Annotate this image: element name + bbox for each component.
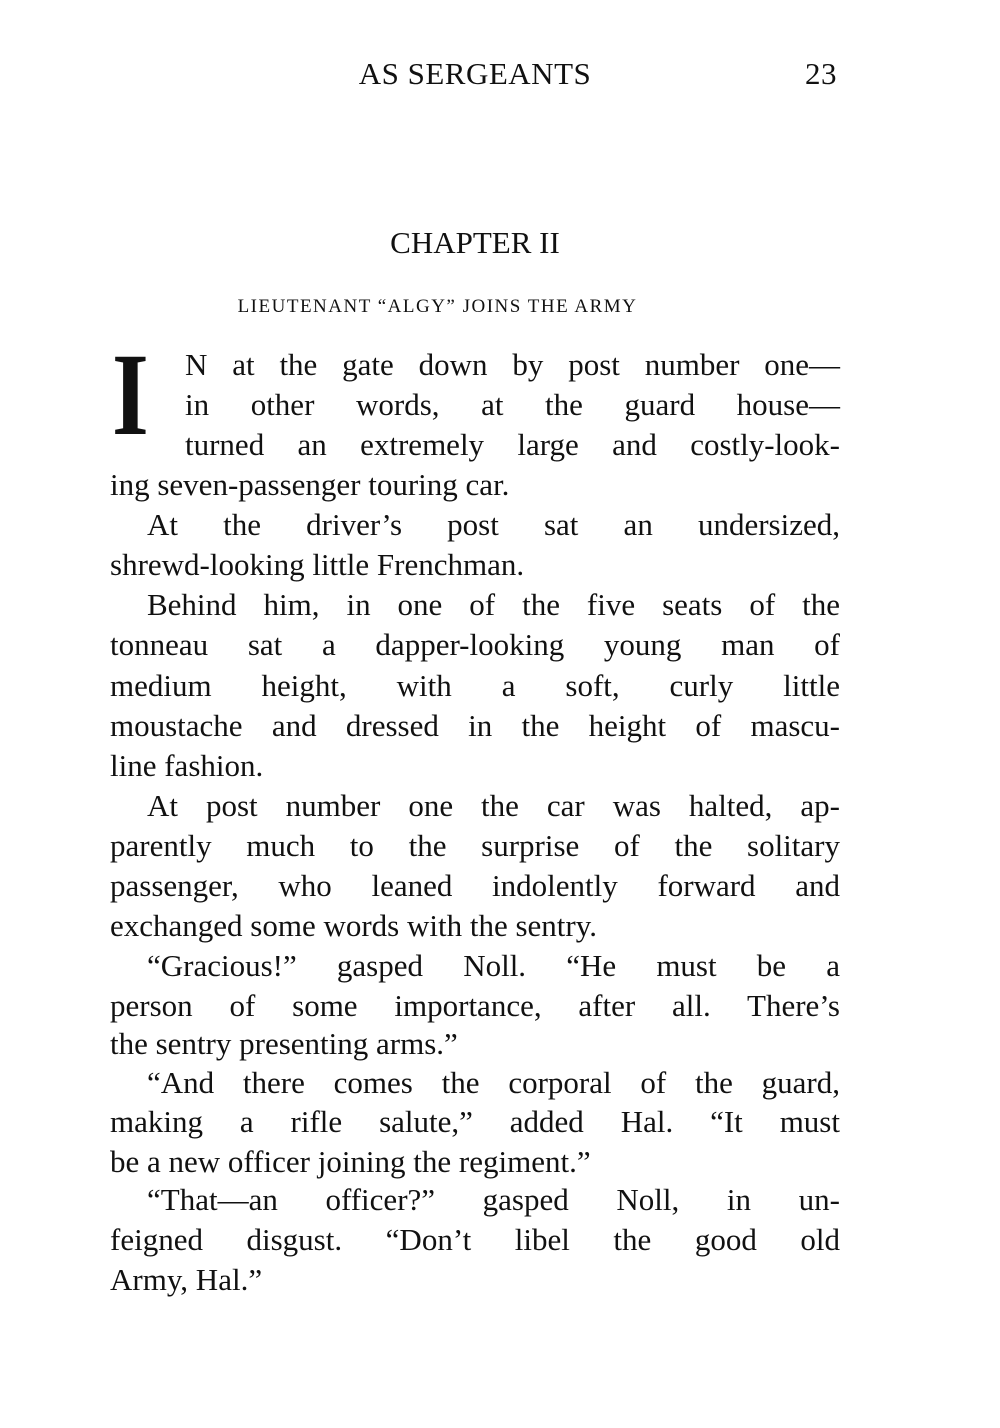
- text-line: making a rifle salute,” added Hal. “It must: [110, 1104, 840, 1139]
- text-line: parently much to the surprise of the solitary: [110, 828, 840, 863]
- text-line: shrewd-looking little Frenchman.: [110, 547, 525, 582]
- text-line: At post number one the car was halted, ap-: [147, 788, 840, 823]
- text-line: “That—an officer?” gasped Noll, in un-: [147, 1182, 840, 1217]
- text-line: person of some importance, after all. There’s: [110, 988, 840, 1023]
- text-line: line fashion.: [110, 748, 264, 783]
- text-line: tonneau sat a dapper-looking young man of: [110, 627, 840, 662]
- text-line: ing seven-passenger touring car.: [110, 467, 510, 502]
- chapter-title: CHAPTER II: [390, 225, 560, 260]
- page-number: 23: [805, 56, 837, 91]
- text-line: be a new officer joining the regiment.”: [110, 1144, 591, 1179]
- drop-cap: I: [112, 329, 149, 460]
- text-line: passenger, who leaned indolently forward and: [110, 868, 840, 903]
- text-line: exchanged some words with the sentry.: [110, 908, 597, 943]
- text-line: “Gracious!” gasped Noll. “He must be a: [147, 948, 840, 983]
- text-line: N at the gate down by post number one—: [185, 347, 840, 382]
- text-line: medium height, with a soft, curly little: [110, 668, 840, 703]
- chapter-subtitle: LIEUTENANT “ALGY” JOINS THE ARMY: [237, 296, 638, 317]
- text-line: Behind him, in one of the five seats of the: [147, 587, 840, 622]
- text-line: the sentry presenting arms.”: [110, 1026, 458, 1061]
- text-line: Army, Hal.”: [110, 1262, 263, 1297]
- text-line: feigned disgust. “Don’t libel the good old: [110, 1222, 840, 1257]
- text-line: “And there comes the corporal of the guard,: [147, 1065, 840, 1100]
- text-line: in other words, at the guard house—: [185, 387, 840, 422]
- text-line: turned an extremely large and costly-look-: [185, 427, 840, 462]
- running-head: AS SERGEANTS: [358, 56, 592, 91]
- text-line: moustache and dressed in the height of mascu-: [110, 708, 840, 743]
- text-line: At the driver’s post sat an undersized,: [147, 507, 840, 542]
